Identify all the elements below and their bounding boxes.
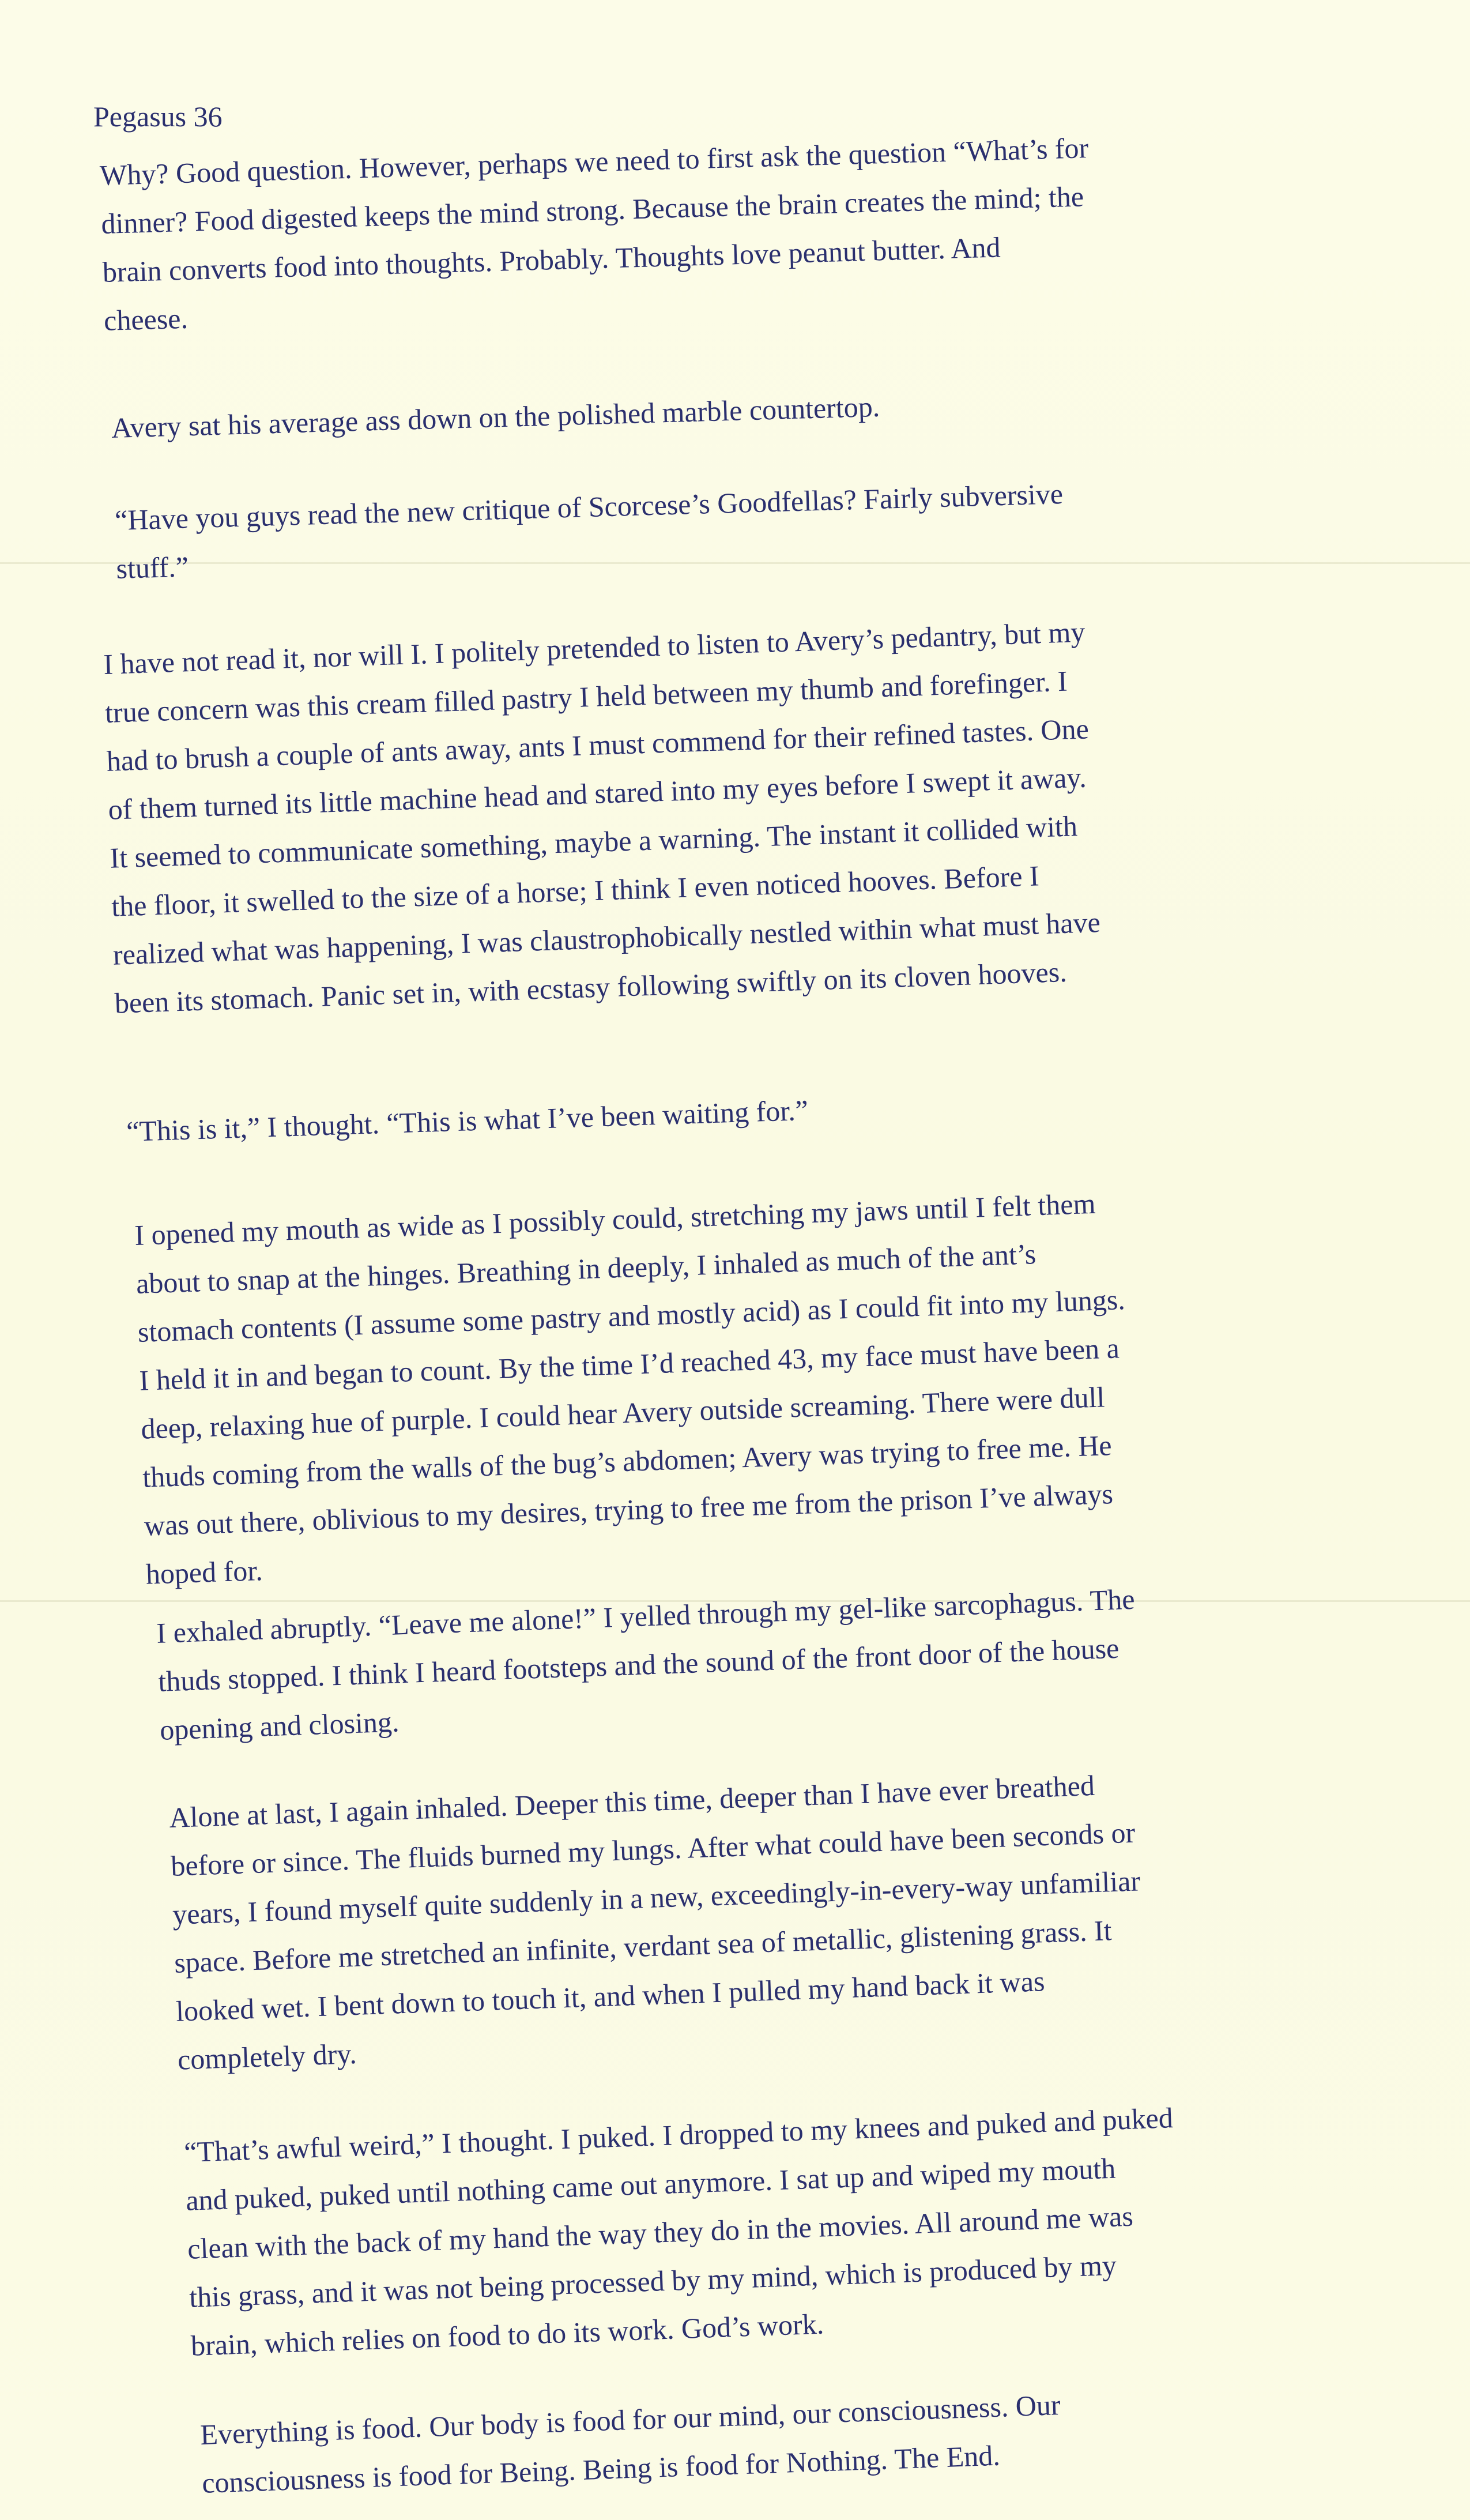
paragraph: I have not read it, nor will I. I politely pretended to listen to Avery’s pedantry, but my true concern was this cream filled pastry I held between my thumb and forefinger. I had to brush a couple of ants away, ants I must commend for their refined tastes. One of them turned its little machine head and stared into my eyes before I swept it away. It seemed to communicate something, maybe a warning. The instant it collided with the floor, it swelled to the size of a horse; I think I even noticed hooves. Before I realized what was happening, I was claustrophobically nestled within what must have been its stomach. Panic set in, with ecstasy following swiftly on its cloven hooves. [103,615,1101,1020]
paragraph: “Have you guys read the new critique of Scorcese’s Goodfellas? Fairly subversive stuff.” [114,477,1064,585]
paragraph: Everything is food. Our body is food for our mind, our consciousness. Our consciousness is food for Being. Being is food for Nothing. The End. [199,2388,1061,2499]
paragraph: “That’s awful weird,” I thought. I puked. I dropped to my knees and puked and puked and puked, puked until nothing came out anymore. I sat up and wiped my mouth clean with the back of my hand the way they do in the movies. All around me was this grass, and it was not being processed by my mind, which is produced by my brain, which relies on food to do its work. God’s work. [183,2101,1174,2362]
paragraph: Why? Good question. However, perhaps we need to first ask the question “What’s for dinner? Food digested keeps the mind strong. Because the brain creates the mind; the brain converts food into thoughts. Probably. Thoughts love peanut butter. And cheese. [99,131,1089,337]
running-header: Pegasus 36 [93,100,223,133]
paragraph: “This is it,” I thought. “This is what I’ve been waiting for.” [126,1093,809,1148]
paragraph: I opened my mouth as wide as I possibly could, stretching my jaws until I felt them about to snap at the hinges. Breathing in deeply, I inhaled as much of the ant’s stomach contents (I assume some pastry and mostly acid) as I could fit into my lungs. I held it in and began to count. By the time I’d reached 43, my face must have been a deep, relaxing hue of purple. I could hear Avery outside screaming. There were dull thuds coming from the walls of the bug’s abdomen; Avery was trying to free me. He was out there, oblivious to my desires, trying to free me from the prison I’ve always hoped for. [134,1187,1126,1590]
paragraph: Avery sat his average ass down on the polished marble countertop. [111,390,880,444]
paragraph: I exhaled abruptly. “Leave me alone!” I yelled through my gel-like sarcophagus. The thuds stopped. I think I heard footsteps and the sound of the front door of the house opening and closing. [156,1582,1136,1746]
paragraph: Alone at last, I again inhaled. Deeper this time, deeper than I have ever breathed before or since. The fluids burned my lungs. After what could have been seconds or years, I found myself quite suddenly in a new, exceedingly-in-every-way unfamiliar space. Before me stretched an infinite, verdant sea of metallic, glistening grass. It looked wet. I bent down to touch it, and when I pulled my hand back it was completely dry. [168,1769,1141,2076]
